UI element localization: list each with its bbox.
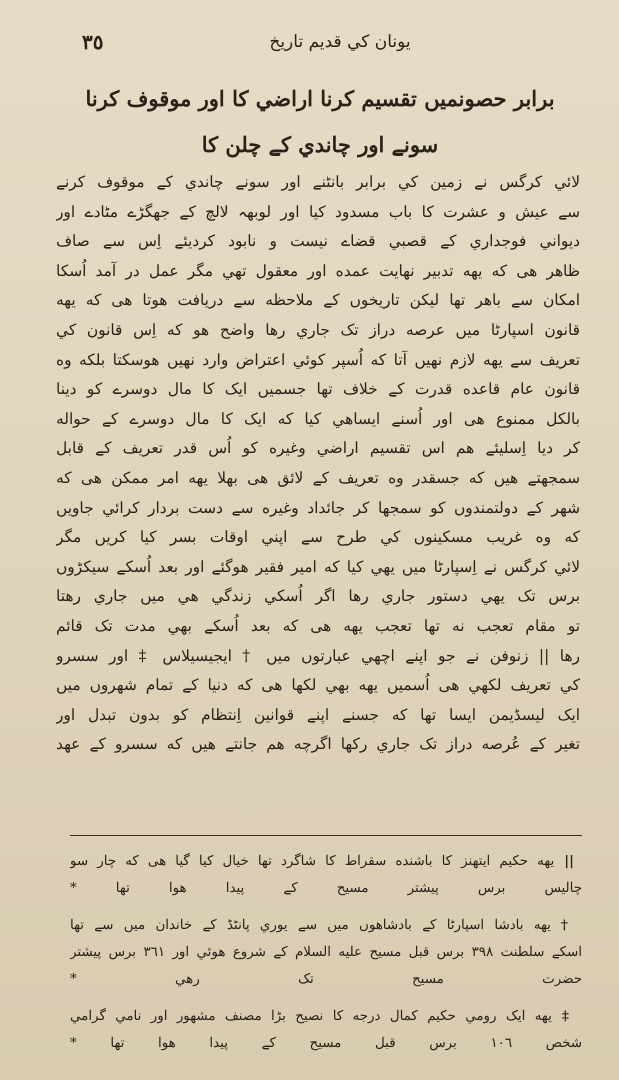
- footnote: [70, 1003, 582, 1057]
- footnote-line: [70, 966, 582, 993]
- body-line: تو مقام تعجب نه تها تعجب یهه هی که بعد اُسکے بهي مدت تک قائم: [56, 616, 580, 635]
- body-line: دیواني فوجداري کے قصبي قضاے نیست و نابود کردیئے اِس سے صاف: [56, 232, 580, 251]
- footnote-text: اسکے سلطنت ٣٩٨ برس قبل مسیح علیه السلام کے شروع هوئي اور ٣٦١ برس پیشتر: [70, 945, 582, 960]
- footnote-text: یهه حکیم ایتهنز کا باشنده سقراط کا شاگرد تها خیال کیا گیا هی که چار سو: [70, 854, 555, 869]
- body-line: کي تعریف لکهي هی اُسمیں یهه بهي لکها هی که دنیا کے تمام شهروں میں: [56, 676, 580, 695]
- body-line: شهر کے دولتمندوں کو سمجها کر جائداد وغیره سے دست بردار کرائي جاویں: [56, 498, 580, 517]
- footnote-line: [70, 875, 582, 902]
- body-line: امکان سے باهر تها لیکن تاریخوں کے ملاحظه سے دریافت هوتا هی که یهه: [56, 291, 580, 310]
- body-line: سمجهتے هیں که جسقدر وه تعریف کے لائق هی بهلا یهه امر ممکن هی که: [56, 468, 580, 487]
- body-line: رها || زنوفن نے جو اپنے اچهي عبارتوں میں † ایجیسیلاس ‡ اور سسرو: [56, 646, 580, 665]
- footnote-mark: ‡: [561, 1008, 574, 1024]
- body-line: کر دیا اِسلیئے هم اس تقسیم اراضي وغیره کو اُس قدر تعریف کے قابل: [56, 439, 580, 458]
- body-text: [56, 168, 580, 760]
- body-line: قانون اسپارٹا میں عرصه دراز تک جاري رها واضح هو که اِس قانون کي: [56, 320, 580, 339]
- footnote-divider: [70, 835, 582, 836]
- footnote: [70, 848, 582, 902]
- page-number: ٣٥: [82, 30, 104, 54]
- footnote-text: چالیس برس پیشتر مسیح کے پیدا هوا تها *: [70, 881, 582, 896]
- footnote-text: شخص ١٠٦ برس قبل مسیح کے پیدا هوا تها *: [70, 1036, 582, 1051]
- footnote-line: [70, 1003, 582, 1030]
- footnote-mark: †: [560, 917, 574, 933]
- body-line: سے عیش و عشرت کا باب مسدود کیا اور لوبھہ لالچ کے جھگڑے مٹادے اور: [56, 202, 580, 221]
- section-heading: [70, 76, 570, 168]
- body-line: بالکل ممنوع هی اور اُسنے ایساهي کیا که ایک کا مال دوسرے کے حواله: [56, 409, 580, 428]
- section-heading-line-1: برابر حصونمیں تقسیم کرنا اراضي کا اور موقوف کرنا: [85, 86, 555, 111]
- section-heading-line-2: سونے اور چاندي کے چلن کا: [201, 132, 439, 157]
- body-line: قانون عام قاعده قدرت کے خلاف تها جسمیں ایک کا مال دوسرے کو دینا: [56, 380, 580, 399]
- footnote-line: [70, 1030, 582, 1057]
- body-line: برس تک یهي دستور جاري رها اگر اُسکي زندگي هي میں جاري رهتا: [56, 587, 580, 606]
- body-line: لائي کرگس نے اِسپارٹا میں یهي کیا که امیر فقیر هوگئے اور بعد اُسکے سیکڑوں: [56, 557, 580, 576]
- body-line: تغیر کے عُرصه دراز تک جاري رکها اگرچه هم جانتے هیں که سسرو کے عهد: [56, 735, 580, 754]
- footnote-line: [70, 912, 582, 939]
- footnote-line: [70, 939, 582, 966]
- body-line: ایک لیسڈیمن ایسا تها که جسنے اپنے قوانین اِنتظام کو بدون تبدل اور: [56, 705, 580, 724]
- footnotes: [70, 848, 582, 1057]
- body-line: لائي کرگس نے زمین کي برابر بانٹنے اور سونے چاندي کے موقوف کرنے: [56, 173, 580, 191]
- running-head: یونان کي قدیم تاریخ: [269, 32, 411, 52]
- footnote: [70, 912, 582, 993]
- footnote-text: حضرت مسیح تک رهي *: [70, 972, 582, 987]
- footnote-text: یهه بادشا اسپارٹا کے بادشاهوں میں سے یوري پانٹڈ کے خاندان میں سے تها: [70, 918, 551, 933]
- footnote-mark: ||: [564, 853, 574, 869]
- footnote-text: یهه ایک رومي حکیم کمال درجه کا نصیح بڑا مصنف مشهور اور نامي گرامي: [70, 1009, 552, 1024]
- body-line: ظاهر هی که یهه تدبیر نهایت عمده اور معقول تهي مگر عمل در آمد اُسکا: [56, 261, 580, 280]
- body-line: تعریف سے یهه لازم نهیں آتا که اُسپر کوئي اعتراض وارد نهیں هوسکتا بلکه وه: [56, 350, 580, 369]
- body-line: که وه غریب مسکینوں کي طرح سے اپني اوقات بسر کیا کریں مگر: [56, 528, 580, 547]
- footnote-line: [70, 848, 582, 875]
